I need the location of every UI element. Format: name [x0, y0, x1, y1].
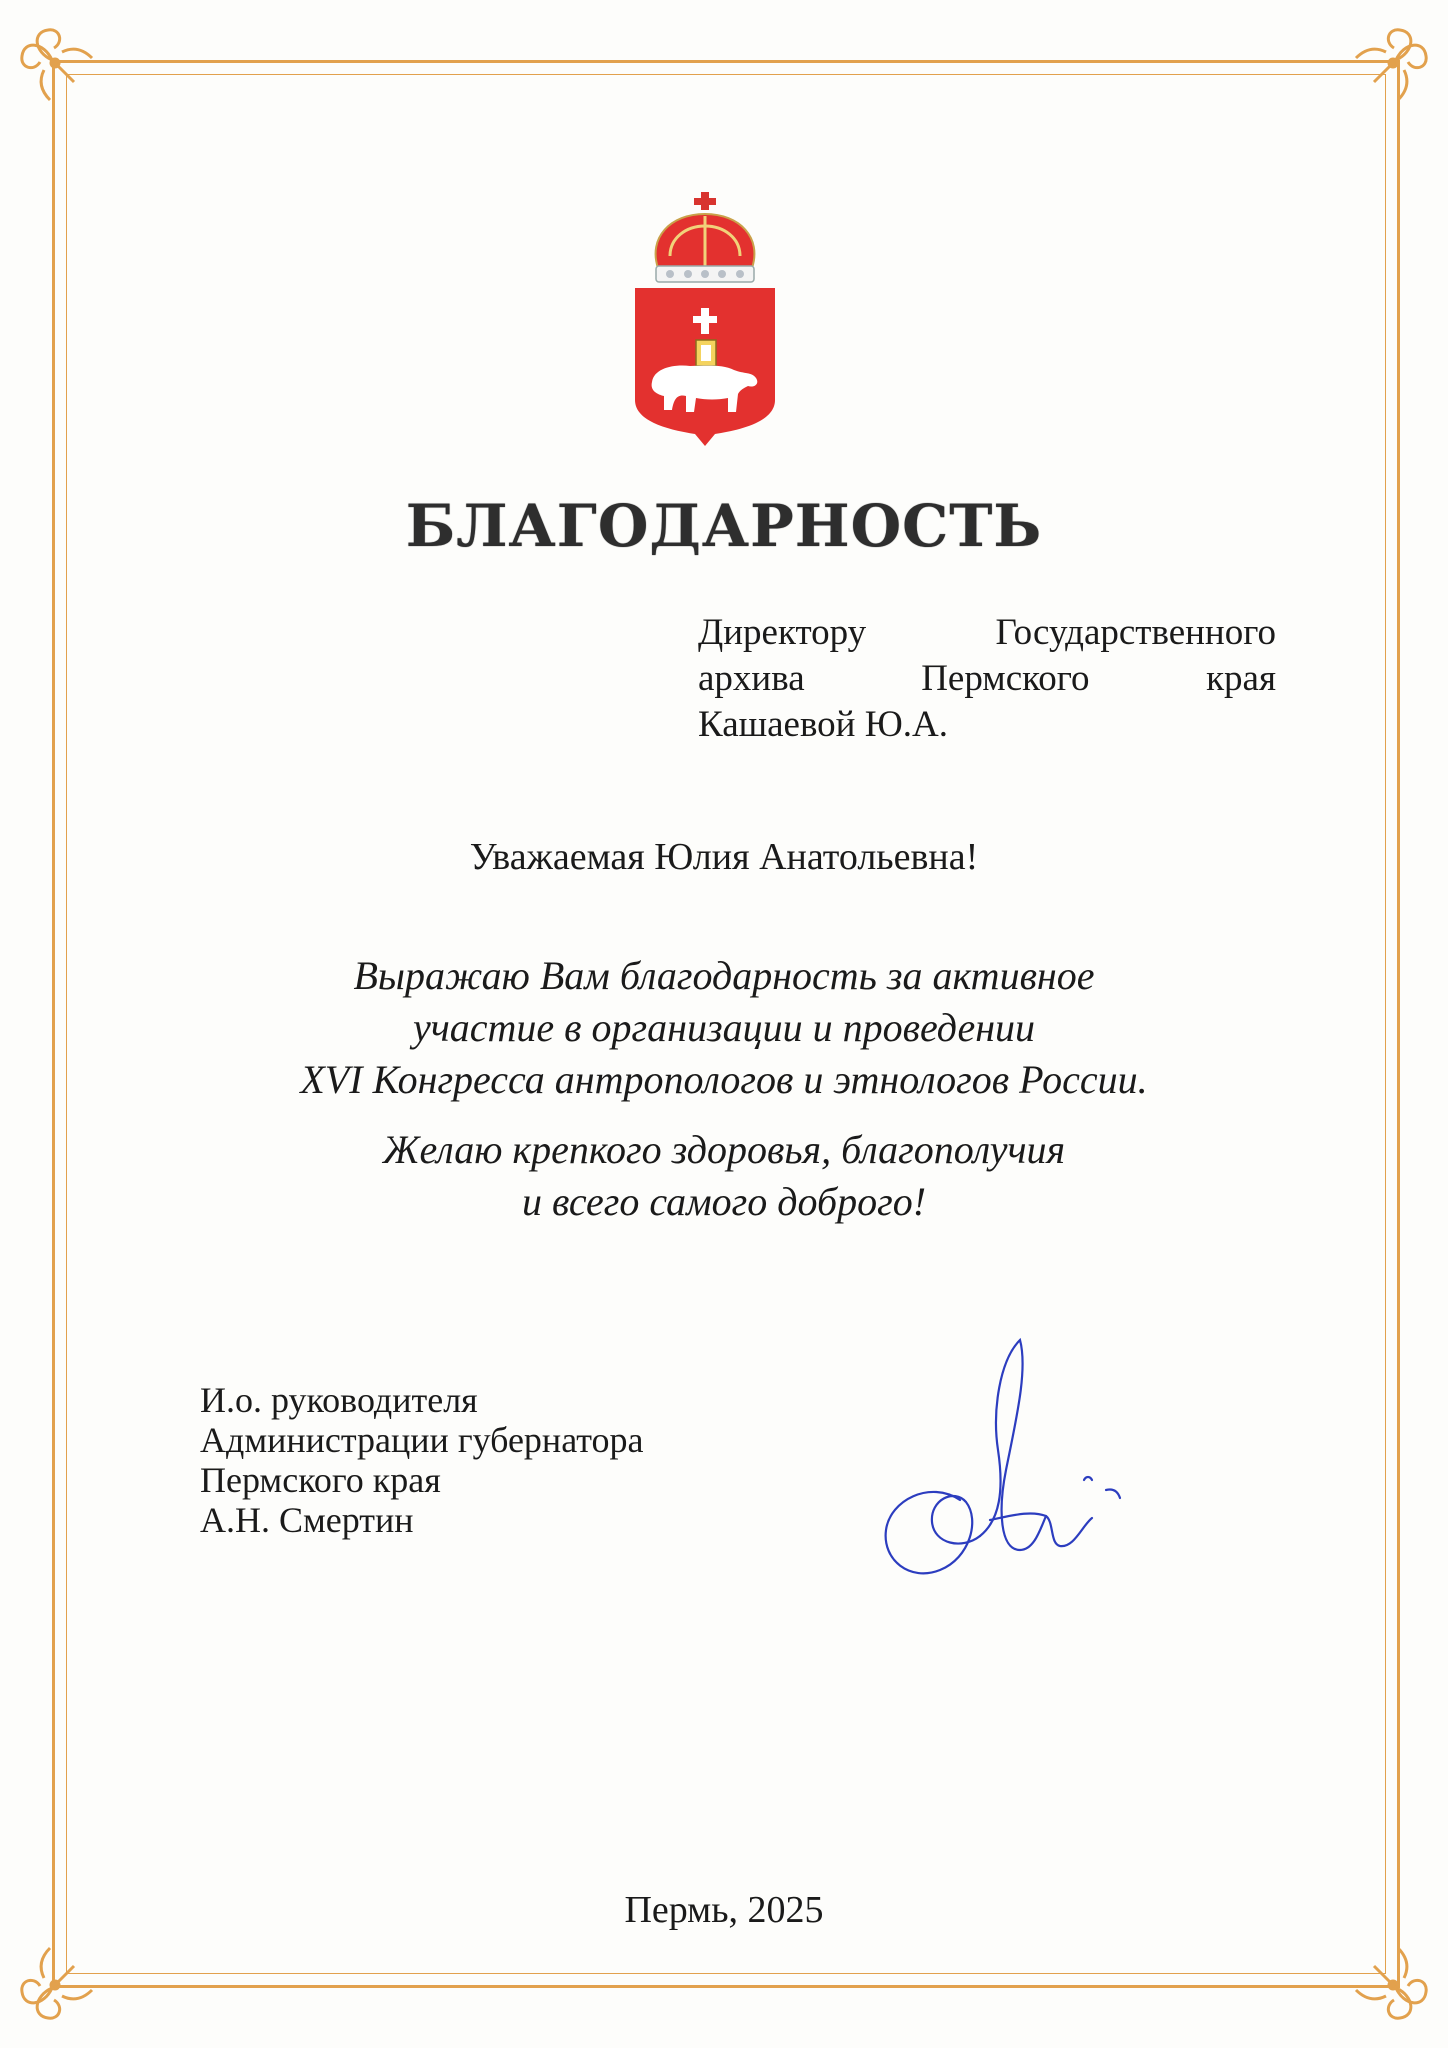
greeting: Уважаемая Юлия Анатольевна! — [469, 836, 979, 878]
body-paragraph-1 — [0, 950, 1448, 1106]
body-line: Желаю крепкого здоровья, благополучия — [382, 1127, 1066, 1172]
addressee-line: архива Пермского края — [698, 658, 1276, 699]
body-line: и всего самого доброго! — [521, 1179, 927, 1224]
body-paragraph-2 — [0, 1124, 1448, 1228]
body-line: XVI Конгресса антропологов и этнологов России. — [300, 1057, 1148, 1102]
signer-line: Пермского края — [200, 1460, 441, 1500]
document-title: БЛАГОДАРНОСТЬ — [405, 492, 1043, 560]
signer-line: И.о. руководителя — [200, 1380, 478, 1420]
signer-line: Администрации губернатора — [200, 1420, 644, 1460]
addressee-line: Директору Государственного — [698, 612, 1276, 653]
handwritten-signature-icon — [870, 1330, 1130, 1610]
addressee-line: Кашаевой Ю.А. — [698, 704, 948, 745]
signer-block — [200, 1380, 643, 1540]
signer-name: А.Н. Смертин — [200, 1500, 414, 1540]
perm-krai-coat-of-arms-icon — [630, 190, 780, 450]
place-and-year: Пермь, 2025 — [624, 1889, 824, 1931]
addressee-block — [698, 610, 1276, 748]
body-text — [0, 950, 1448, 1228]
body-line: участие в организации и проведении — [412, 1005, 1036, 1050]
ornament-corner-icon — [1314, 22, 1434, 142]
body-line: Выражаю Вам благодарность за активное — [353, 953, 1095, 998]
ornament-corner-icon — [14, 22, 134, 142]
